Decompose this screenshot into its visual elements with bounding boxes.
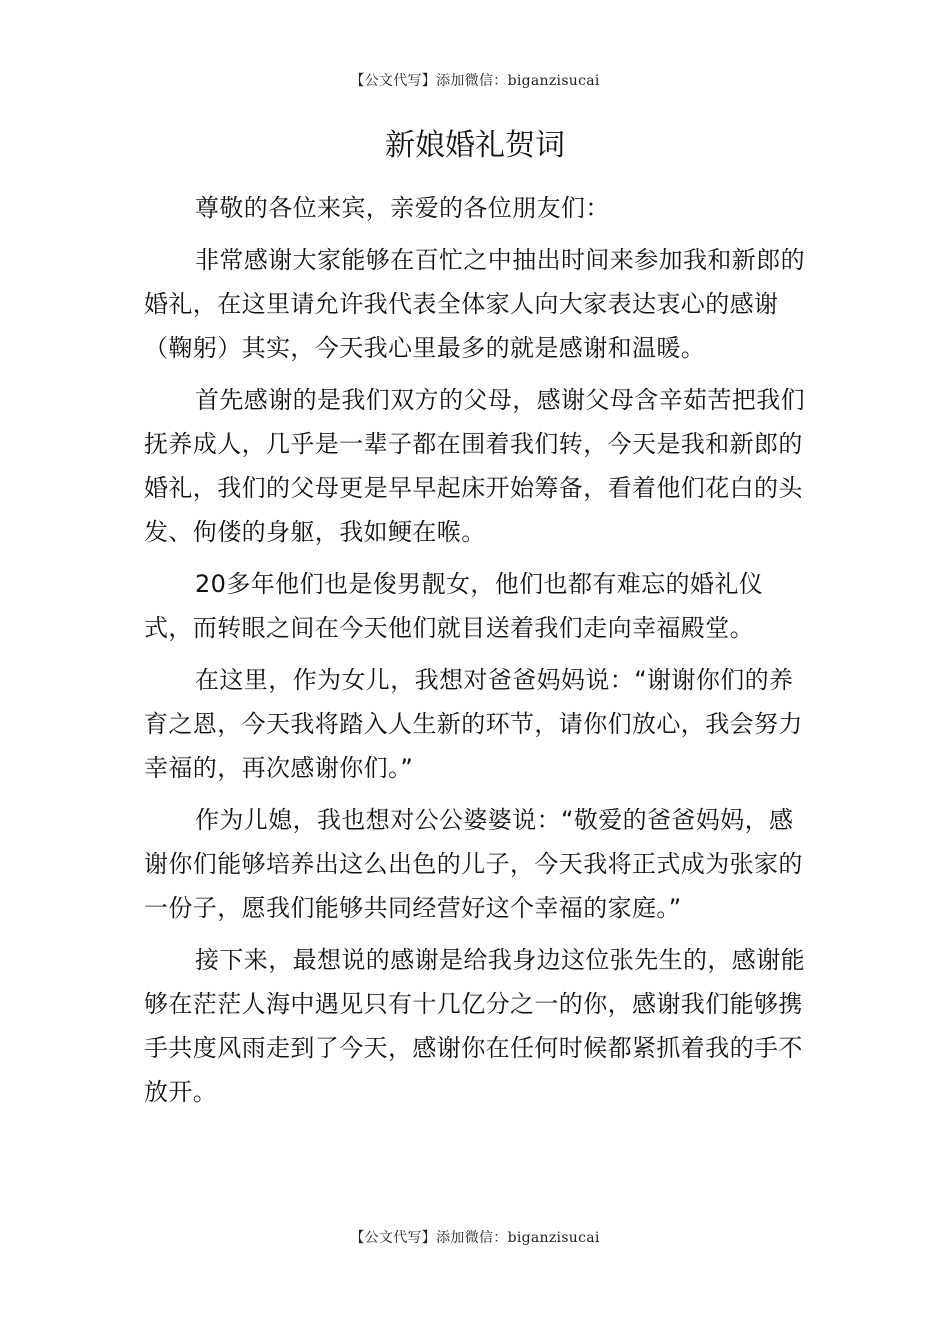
- paragraph: 首先感谢的是我们双方的父母，感谢父母含辛茹苦把我们抚养成人，几乎是一辈子都在围着我们转，今天是我和新郎的婚礼，我们的父母更是早早起床开始筹备，看着他们花白的头发、佝偻的身躯，我如鲠在喉。: [144, 386, 805, 546]
- paragraph: 接下来，最想说的感谢是给我身边这位张先生的，感谢能够在茫茫人海中遇见只有十几亿分之一的你，感谢我们能够携手共度风雨走到了今天，感谢你在任何时候都紧抓着我的手不放开。: [144, 946, 805, 1106]
- paragraph: 作为儿媳，我也想对公公婆婆说：“敬爱的爸爸妈妈，感谢你们能够培养出这么出色的儿子，今天我将正式成为张家的一份子，愿我们能够共同经营好这个幸福的家庭。”: [144, 806, 803, 922]
- paragraph: 20多年他们也是俊男靓女，他们也都有难忘的婚礼仪式，而转眼之间在今天他们就目送着我们走向幸福殿堂。: [144, 570, 764, 642]
- page-footer-note: 【公文代写】添加微信：biganzisucai: [350, 1230, 600, 1246]
- paragraph-salutation: 尊敬的各位来宾，亲爱的各位朋友们：: [195, 194, 610, 222]
- document-title: 新娘婚礼贺词: [385, 128, 565, 163]
- document-body: [144, 186, 808, 1122]
- paragraph: 非常感谢大家能够在百忙之中抽出时间来参加我和新郎的婚礼，在这里请允许我代表全体家人向大家表达衷心的感谢（鞠躬）其实，今天我心里最多的就是感谢和温暖。: [144, 246, 805, 362]
- paragraph: 在这里，作为女儿，我想对爸爸妈妈说：“谢谢你们的养育之恩，今天我将踏入人生新的环节，请你们放心，我会努力幸福的，再次感谢你们。”: [144, 666, 803, 782]
- page-header-note: 【公文代写】添加微信：biganzisucai: [350, 73, 600, 89]
